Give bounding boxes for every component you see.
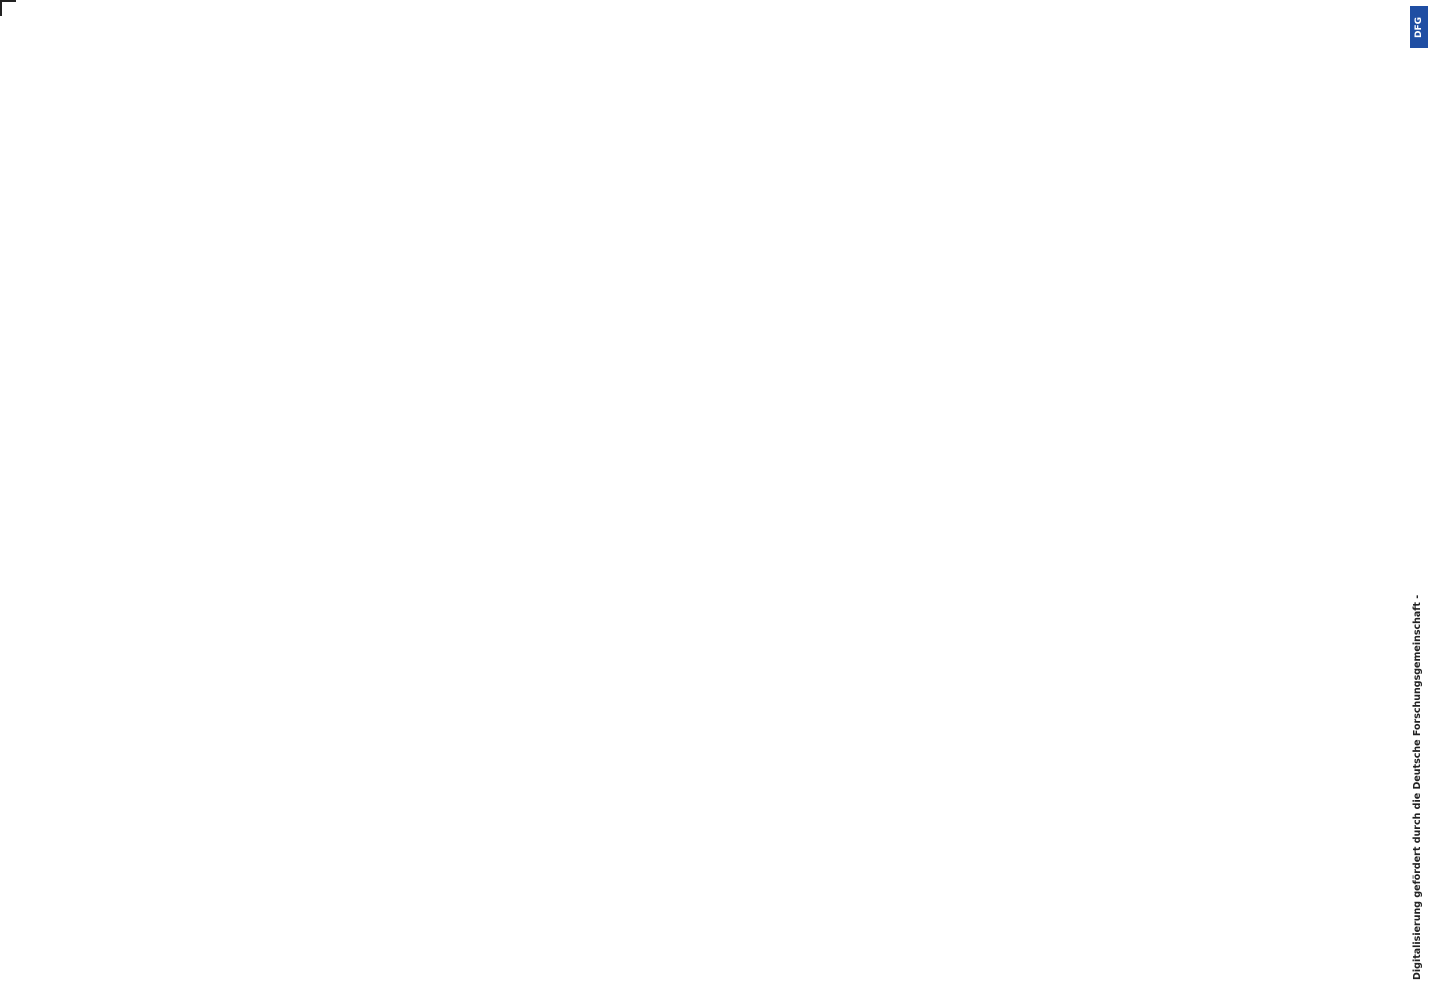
dfg-logo: DFG [1410, 6, 1428, 48]
digitization-note: Digitalisierung gefördert durch die Deutsche Forschungsgemeinschaft - [1412, 594, 1423, 980]
